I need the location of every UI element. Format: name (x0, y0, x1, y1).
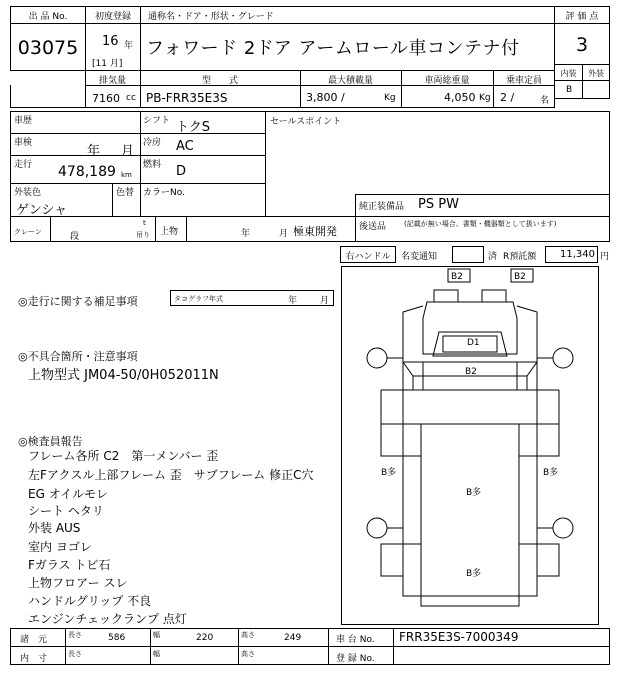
color-change-label: 色替 (116, 188, 135, 198)
fuel-label: 燃料 (143, 160, 162, 170)
interior-label: 内装 (560, 69, 577, 78)
equip-div (355, 194, 356, 216)
color-no-label: カラーNo. (143, 188, 185, 198)
footer-div-1 (65, 628, 66, 665)
interior-height-label: 高さ (241, 650, 255, 658)
mileage-value: 478,189 (58, 164, 116, 180)
car-name: フォワード 2ドア アームロール車コンテナ付 (146, 38, 520, 59)
tacho-year: 年 (288, 296, 298, 306)
ac-value: AC (176, 139, 194, 154)
body-right-flap (537, 390, 559, 424)
reg-year: 16 (102, 34, 119, 49)
mirror-right (482, 290, 506, 302)
shift-value: トクS (176, 120, 210, 135)
gross-weight-value: 4,050 (444, 91, 476, 104)
capacity-unit: 名 (540, 96, 550, 106)
accessories-label: 後送品 (359, 222, 387, 232)
recycle-mark: 済 (488, 252, 498, 262)
mark-b-multi-right: B多 (543, 468, 559, 478)
displacement-label: 排気量 (98, 76, 126, 86)
car-name-divider (140, 23, 141, 71)
cab-left-side (403, 306, 423, 362)
exterior-label: 外装 (588, 69, 604, 78)
name-label: 通称名・ドア・形状・グレード (148, 12, 274, 22)
wheel-rear-right (553, 518, 573, 538)
inspector-line: ハンドルグリップ 不良 (28, 594, 152, 608)
crane-div (50, 216, 51, 242)
interior-grade: B (566, 85, 573, 95)
info-div-a (140, 111, 141, 216)
rating-value: 3 (575, 34, 589, 56)
tacho-label: タコグラフ年式 (174, 295, 223, 303)
recycle-fee-value: 11,340 (560, 249, 595, 260)
inspector-line: フレーム各所 C2 第一メンバー 歪 (28, 449, 219, 463)
reg-no-label: 登 録 No. (336, 654, 375, 664)
chassis-label: 車 台 No. (336, 635, 375, 645)
inspector-line: EG オイルモレ (28, 487, 109, 501)
lot-label: 出 品 No. (28, 12, 68, 22)
inspector-line: シート ヘタリ (28, 504, 104, 518)
height-label: 高さ (241, 631, 255, 639)
interior-length-label: 長さ (68, 650, 82, 658)
side-left-top (381, 424, 403, 456)
mark-d1: D1 (467, 338, 480, 348)
mark-b-multi-left: B多 (381, 468, 397, 478)
side-right-top (537, 424, 559, 456)
inspector-line: 上物フロアー スレ (28, 576, 128, 590)
reg-label: 初度登録 (94, 12, 131, 22)
model-value: PB-FRR35E3S (146, 91, 228, 105)
body-div (155, 216, 156, 242)
driving-notes-title: ◎走行に関する補足事項 (18, 295, 138, 308)
name-change-box (452, 246, 484, 263)
mark-b2-left: B2 (451, 272, 463, 282)
mark-b2-right: B2 (514, 272, 526, 282)
width-value: 220 (196, 633, 214, 643)
wheel-front-left (367, 348, 387, 368)
capacity-label: 乗車定員 (505, 76, 542, 86)
inspector-line: 室内 ヨゴレ (28, 540, 92, 554)
name-change-label: 名変通知 (401, 252, 438, 262)
reg-year-unit: 年 (124, 41, 134, 51)
reg-month: [11 月] (92, 59, 123, 69)
door-right (527, 362, 537, 390)
info-div-b (265, 111, 266, 216)
inspection-label: 車検 (14, 138, 33, 148)
door-left (403, 362, 413, 390)
sales-point-label: セールスポイント (270, 117, 342, 127)
mileage-unit: km (121, 171, 132, 179)
exterior-grade-cell (582, 80, 610, 99)
mark-b-multi-center: B多 (466, 488, 482, 498)
footer-mid (10, 646, 610, 647)
interior-dims-label: 内 寸 (20, 654, 48, 664)
inspector-line: 外装 AUS (28, 521, 81, 535)
body-label: 上物 (160, 227, 179, 237)
body-month: 月 (279, 229, 289, 239)
body-left (403, 390, 421, 596)
info-row-1 (10, 133, 265, 134)
chassis-value: FRR35E3S-7000349 (399, 630, 519, 644)
length-value: 586 (108, 633, 126, 643)
footer-div-3 (238, 628, 239, 665)
color-div (112, 183, 113, 216)
max-load-label: 最大積載量 (327, 76, 373, 86)
max-load-value: 3,800 / (306, 91, 345, 104)
equipment-value: PS PW (418, 197, 459, 212)
footer-div-4 (328, 628, 329, 665)
height-value: 249 (284, 633, 302, 643)
body-left-flap (381, 390, 403, 424)
body-year: 年 (241, 229, 251, 239)
crane-ton: t (143, 219, 146, 227)
wheel-front-right (553, 348, 573, 368)
defects-title: ◎不具合箇所・注意事項 (18, 350, 138, 363)
info-row-3 (10, 183, 265, 184)
max-load-unit: Kg (384, 93, 396, 103)
crane-step: 段 (70, 232, 80, 242)
side-right-bottom (537, 544, 559, 576)
color-label: 外装色 (14, 188, 42, 198)
inspector-line: エンジンチェックランプ 点灯 (28, 612, 187, 626)
inspection-month-unit: 月 (121, 144, 135, 159)
spec-div-0 (85, 85, 86, 108)
bed-side-left (403, 456, 421, 544)
steering-value: 右ハンドル (345, 252, 391, 262)
dims-label: 諸 元 (20, 635, 48, 645)
mileage-label: 走行 (14, 160, 33, 170)
defects-line: 上物型式 JM04-50/0H052011N (28, 368, 219, 383)
body-right (519, 390, 537, 596)
lot-number: 03075 (17, 37, 79, 59)
accessories-note: (記載が無い場合、書類・機器類として扱います) (404, 220, 557, 228)
footer-div-5 (393, 628, 394, 665)
accessory-div (355, 216, 356, 242)
crane-label: クレーン (14, 228, 42, 236)
cab-right-side (517, 306, 537, 362)
mark-b-multi-rear: B多 (466, 569, 482, 579)
inspector-line: Fガラス トビ石 (28, 558, 111, 572)
recycle-fee-label: R預託額 (503, 252, 537, 262)
inspector-line: 左Fアクスル上部フレーム 歪 サブフレーム 修正C穴 (28, 468, 314, 482)
width-label: 幅 (153, 631, 160, 639)
equipment-label: 純正装備品 (359, 202, 405, 212)
wheel-rear-left (367, 518, 387, 538)
ac-label: 冷房 (143, 138, 162, 148)
mirror-left (434, 290, 458, 302)
gross-weight-unit: Kg (479, 93, 491, 103)
rating-label: 評 価 点 (565, 12, 599, 22)
displacement-value: 7160 (92, 92, 120, 105)
body-maker: 極東開発 (293, 225, 337, 238)
displacement-unit: cc (126, 93, 136, 103)
mark-b2-cab: B2 (465, 367, 477, 377)
tacho-month: 月 (320, 296, 330, 306)
yen-unit: 円 (600, 252, 610, 262)
capacity-value: 2 / (500, 91, 515, 104)
inspector-title: ◎検査員報告 (18, 435, 83, 448)
color-value: ゲンシャ (16, 203, 68, 218)
bed-side-right (519, 456, 537, 544)
side-left-bottom (381, 544, 403, 576)
history-label: 車歴 (14, 116, 33, 126)
info-row-2 (10, 155, 265, 156)
model-label: 型 式 (201, 76, 238, 86)
inspection-year-unit: 年 (87, 144, 101, 159)
info-row-4 (10, 216, 610, 217)
shift-label: シフト (143, 116, 171, 126)
equip-row-top (355, 194, 610, 195)
truck-diagram (341, 266, 599, 625)
footer-div-2 (150, 628, 151, 665)
interior-width-label: 幅 (153, 650, 160, 658)
length-label: 長さ (68, 631, 82, 639)
fuel-value: D (176, 164, 187, 179)
crane-hoist: 吊り (136, 231, 150, 239)
body-div-2 (186, 216, 187, 242)
gross-weight-label: 車両総重量 (424, 76, 470, 86)
